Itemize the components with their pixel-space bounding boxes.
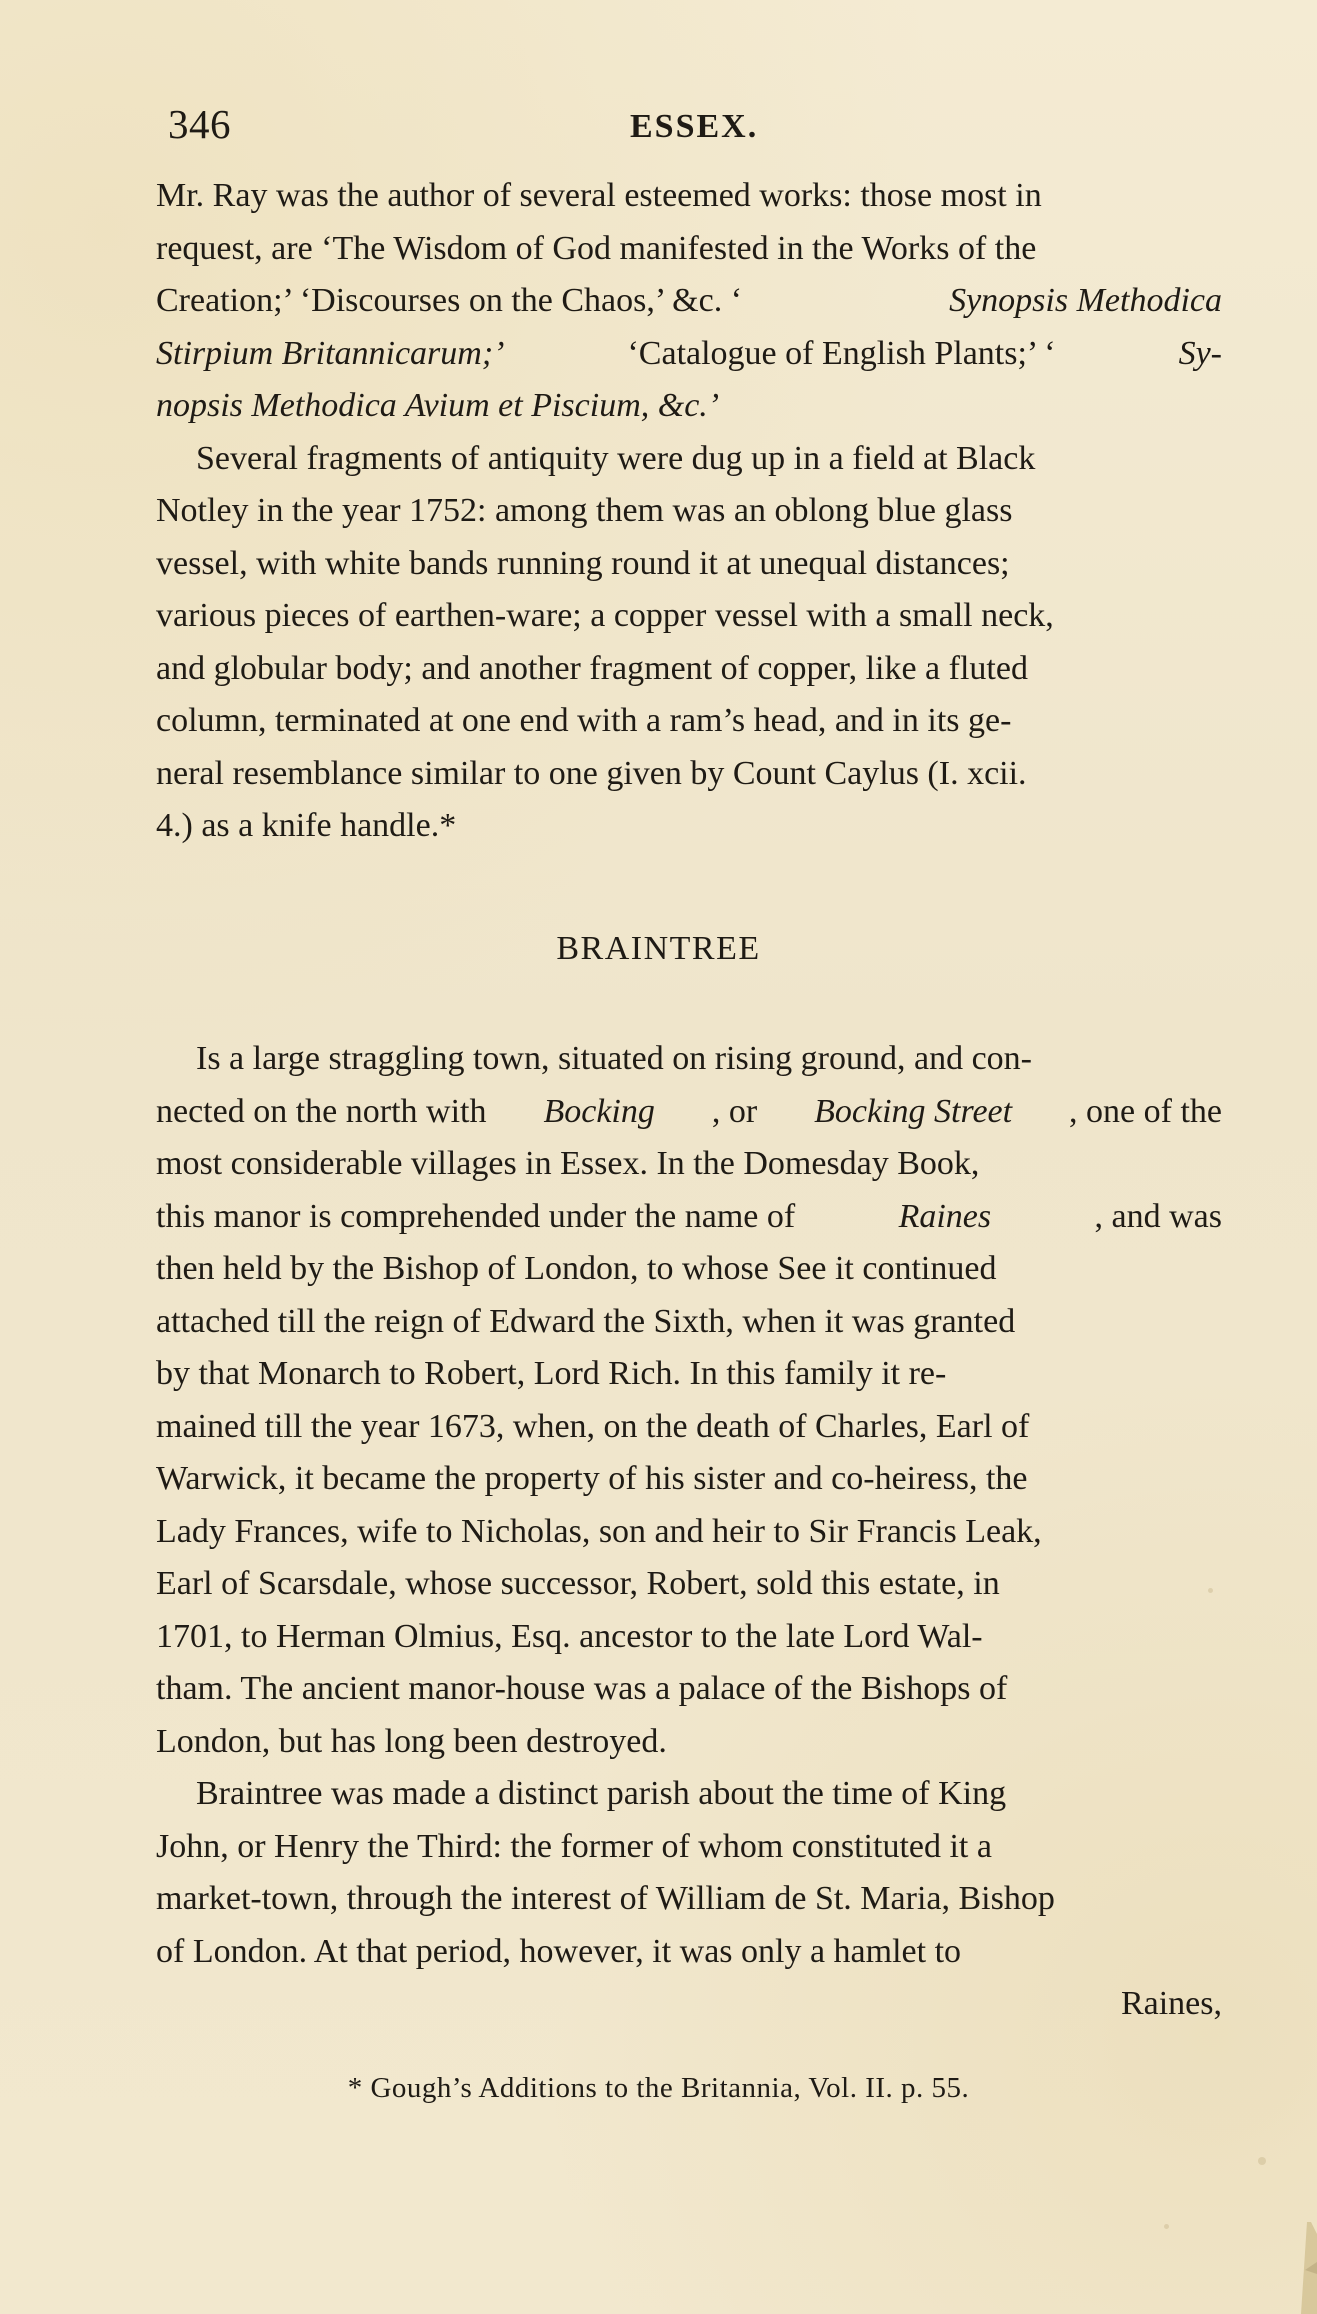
third-paragraph-text-run: by that Monarch to Robert, Lord Rich. In this family it re- bbox=[156, 1355, 947, 1392]
third-paragraph-line bbox=[156, 1296, 1222, 1349]
second-paragraph-text-run: various pieces of earthen-ware; a copper vessel with a small neck, bbox=[156, 597, 1054, 634]
third-paragraph-line bbox=[156, 1401, 1222, 1454]
page-number: 346 bbox=[168, 101, 231, 147]
third-paragraph-line bbox=[156, 1663, 1222, 1716]
third-paragraph-line bbox=[156, 1191, 1222, 1244]
first-paragraph-text-run: Synopsis Methodica bbox=[949, 282, 1222, 319]
first-paragraph-text-run: Stirpium Britannicarum;’ bbox=[156, 334, 505, 372]
second-paragraph-text-run: and globular body; and another fragment of copper, like a fluted bbox=[156, 649, 1028, 687]
second-paragraph-line bbox=[156, 643, 1222, 696]
first-paragraph-text-run: request, are ‘The Wisdom of God manifested in the Works of the bbox=[156, 229, 1037, 267]
paper-speck bbox=[1258, 2157, 1266, 2165]
first-paragraph-line bbox=[156, 170, 1222, 223]
first-paragraph bbox=[156, 170, 1222, 433]
second-paragraph-line bbox=[156, 538, 1222, 591]
third-paragraph-text-run: Bocking Street bbox=[814, 1092, 1013, 1130]
second-paragraph-text-run: Notley in the year 1752: among them was an oblong blue glass bbox=[156, 492, 1013, 529]
second-paragraph-text-run: vessel, with white bands running round it at unequal distances; bbox=[156, 544, 1010, 582]
third-paragraph-text-run: Is a large straggling town, situated on rising ground, and con- bbox=[196, 1040, 1032, 1077]
second-paragraph-text-run: 4.) as a knife handle.* bbox=[156, 807, 457, 844]
third-paragraph-text-run: 1701, to Herman Olmius, Esq. ancestor to the late Lord Wal- bbox=[156, 1617, 983, 1655]
third-paragraph-text-run: then held by the Bishop of London, to whose See it continued bbox=[156, 1250, 997, 1287]
first-paragraph-text-run: nopsis Methodica Avium et Piscium, &c.’ bbox=[156, 387, 720, 424]
third-paragraph-text-run: nected on the north with bbox=[156, 1092, 487, 1130]
first-paragraph-line bbox=[156, 223, 1222, 276]
third-paragraph-text-run: Bocking bbox=[543, 1092, 655, 1130]
fourth-paragraph-text-run: Braintree was made a distinct parish about the time of King bbox=[196, 1775, 1007, 1812]
third-paragraph-line bbox=[156, 1716, 1222, 1769]
first-paragraph-text-run: Sy- bbox=[1178, 334, 1222, 372]
running-head bbox=[0, 0, 1317, 170]
second-paragraph-line bbox=[156, 433, 1222, 486]
footnote: * Gough’s Additions to the Britannia, Vol. II. p. 55. bbox=[347, 2072, 970, 2104]
third-paragraph-line bbox=[156, 1086, 1222, 1139]
third-paragraph-line bbox=[156, 1611, 1222, 1664]
second-paragraph-text-run: neral resemblance similar to one given by Count Caylus (I. xcii. bbox=[156, 754, 1027, 792]
third-paragraph-line bbox=[156, 1033, 1222, 1086]
first-paragraph-text-run: Creation;’ ‘Discourses on the Chaos,’ &c. ‘ bbox=[156, 282, 743, 319]
running-title: ESSEX. bbox=[630, 108, 759, 145]
third-paragraph-line bbox=[156, 1506, 1222, 1559]
second-paragraph-line bbox=[156, 695, 1222, 748]
fourth-paragraph-line bbox=[156, 1978, 1222, 2031]
text-block-bottom bbox=[156, 1033, 1222, 2031]
fourth-paragraph-line bbox=[156, 1821, 1222, 1874]
first-paragraph-line bbox=[156, 275, 1222, 328]
third-paragraph-text-run: , one of the bbox=[1069, 1092, 1222, 1130]
third-paragraph-text-run: mained till the year 1673, when, on the death of Charles, Earl of bbox=[156, 1407, 1030, 1445]
second-paragraph bbox=[156, 433, 1222, 853]
third-paragraph-line bbox=[156, 1138, 1222, 1191]
third-paragraph-text-run: , and was bbox=[1094, 1197, 1222, 1235]
third-paragraph-line bbox=[156, 1243, 1222, 1296]
second-paragraph-line bbox=[156, 800, 1222, 853]
third-paragraph-line bbox=[156, 1453, 1222, 1506]
fourth-paragraph-text-run: market-town, through the interest of William de St. Maria, Bishop bbox=[156, 1880, 1055, 1917]
third-paragraph-text-run: tham. The ancient manor-house was a palace of the Bishops of bbox=[156, 1670, 1008, 1707]
paper-speck bbox=[1164, 2224, 1169, 2229]
text-block-top bbox=[156, 170, 1222, 853]
fourth-paragraph-line bbox=[156, 1873, 1222, 1926]
first-paragraph-text-run: ‘Catalogue of English Plants;’ ‘ bbox=[627, 334, 1056, 372]
third-paragraph-text-run: Raines bbox=[898, 1197, 992, 1235]
fourth-paragraph-text-run: Raines, bbox=[1120, 1985, 1222, 2022]
fourth-paragraph-text-run: of London. At that period, however, it was only a hamlet to bbox=[156, 1932, 962, 1970]
second-paragraph-line bbox=[156, 485, 1222, 538]
second-paragraph-line bbox=[156, 590, 1222, 643]
first-paragraph-text-run: Mr. Ray was the author of several esteemed works: those most in bbox=[156, 177, 1042, 214]
fourth-paragraph-line bbox=[156, 1926, 1222, 1979]
third-paragraph-text-run: , or bbox=[711, 1092, 758, 1130]
third-paragraph-text-run: this manor is comprehended under the name of bbox=[156, 1197, 796, 1235]
third-paragraph-text-run: London, but has long been destroyed. bbox=[156, 1722, 667, 1760]
third-paragraph-line bbox=[156, 1558, 1222, 1611]
second-paragraph-text-run: column, terminated at one end with a ram’s head, and in its ge- bbox=[156, 702, 1012, 739]
third-paragraph-text-run: attached till the reign of Edward the Sixth, when it was granted bbox=[156, 1302, 1016, 1340]
fourth-paragraph-line bbox=[156, 1768, 1222, 1821]
third-paragraph-text-run: most considerable villages in Essex. In the Domesday Book, bbox=[156, 1145, 980, 1182]
paper-speck bbox=[1208, 1588, 1213, 1593]
page-corner-mark bbox=[1287, 2222, 1317, 2314]
section-title: BRAINTREE bbox=[556, 930, 761, 967]
third-paragraph-line bbox=[156, 1348, 1222, 1401]
third-paragraph bbox=[156, 1033, 1222, 1768]
first-paragraph-line bbox=[156, 380, 1222, 433]
fourth-paragraph-text-run: John, or Henry the Third: the former of whom constituted it a bbox=[156, 1827, 992, 1865]
third-paragraph-text-run: Warwick, it became the property of his sister and co-heiress, the bbox=[156, 1460, 1028, 1497]
second-paragraph-text-run: Several fragments of antiquity were dug up in a field at Black bbox=[196, 439, 1036, 477]
fourth-paragraph bbox=[156, 1768, 1222, 2031]
first-paragraph-line bbox=[156, 328, 1222, 381]
third-paragraph-text-run: Lady Frances, wife to Nicholas, son and heir to Sir Francis Leak, bbox=[156, 1512, 1042, 1550]
third-paragraph-text-run: Earl of Scarsdale, whose successor, Robert, sold this estate, in bbox=[156, 1565, 1000, 1602]
second-paragraph-line bbox=[156, 748, 1222, 801]
